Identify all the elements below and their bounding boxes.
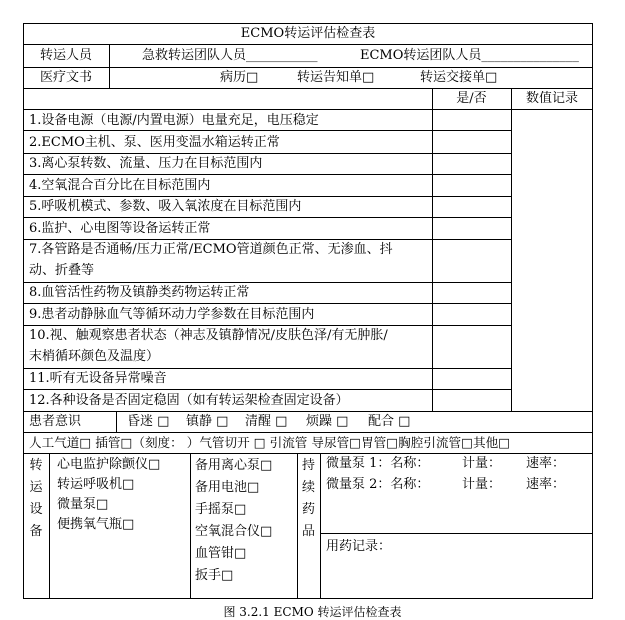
checklist-item: 1.设备电源（电源/内置电源）电量充足，电压稳定	[29, 113, 319, 128]
checklist-item: 5.呼吸机模式、参数、吸入氧浓度在目标范围内	[29, 199, 302, 214]
checklist-item-cont: 动、折叠等	[29, 263, 95, 278]
value-record-header: 数值记录	[525, 91, 578, 106]
checklist-item-cont: 末梢循环颜色及温度）	[29, 349, 160, 364]
equipment-item[interactable]: 转运呼吸机□	[57, 477, 135, 492]
pump2-name[interactable]: 微量泵 2：名称：	[326, 477, 430, 492]
checklist-item: 11.听有无设备异常噪音	[29, 371, 167, 386]
medical-docs-label: 医疗文书	[39, 70, 92, 85]
yes-no-header: 是/否	[456, 91, 487, 106]
checklist-item: 9.患者动静脉血气等循环动力学参数在目标范围内	[29, 307, 315, 322]
tubes-line[interactable]: 人工气道□ 插管□（刻度： ）气管切开 □ 引流管 导尿管□胃管□胸腔引流管□其他□	[29, 435, 511, 450]
equipment-item[interactable]: 空氧混合仪□	[195, 524, 273, 539]
pump1-rate[interactable]: 速率：	[526, 456, 566, 471]
consciousness-awake-checkbox[interactable]: 清醒 □	[245, 414, 288, 429]
transfer-staff-label: 转运人员	[39, 48, 92, 63]
equipment-item[interactable]: 便携氧气瓶□	[57, 517, 135, 532]
pump2-qty[interactable]: 计量：	[462, 477, 502, 492]
consciousness-coma-checkbox[interactable]: 昏迷 □	[127, 414, 170, 429]
checklist-item: 10.视、触观察患者状态（神志及镇静情况/皮肤色泽/有无肿胀/	[29, 328, 388, 343]
equipment-item[interactable]: 微量泵□	[57, 497, 109, 512]
equipment-label: 转 运 设 备	[29, 458, 43, 539]
equipment-item[interactable]: 备用电池□	[195, 480, 260, 495]
equipment-item[interactable]: 血管钳□	[195, 546, 247, 561]
equipment-item[interactable]: 扳手□	[195, 568, 234, 583]
pump1-name[interactable]: 微量泵 1：名称：	[326, 456, 430, 471]
ecmo-team-field[interactable]: ECMO转运团队人员_______________	[360, 48, 579, 63]
checklist-item: 8.血管活性药物及镇静类药物运转正常	[29, 285, 250, 300]
doc-medical-record-checkbox[interactable]: 病历□	[220, 70, 259, 85]
doc-transfer-notice-checkbox[interactable]: 转运告知单□	[297, 70, 375, 85]
equipment-item[interactable]: 手摇泵□	[195, 502, 247, 517]
emergency-team-field[interactable]: 急救转运团队人员___________	[142, 48, 318, 63]
drug-record-label[interactable]: 用药记录：	[326, 539, 392, 554]
table-title: ECMO转运评估检查表	[240, 26, 376, 41]
equipment-item[interactable]: 备用离心泵□	[195, 458, 273, 473]
pump1-qty[interactable]: 计量：	[462, 456, 502, 471]
figure-caption: 图 3.2.1 ECMO 转运评估检查表	[223, 605, 402, 619]
checklist-item: 6.监护、心电图等设备运转正常	[29, 221, 211, 236]
doc-handover-checkbox[interactable]: 转运交接单□	[420, 70, 498, 85]
consciousness-agitated-checkbox[interactable]: 烦躁 □	[306, 414, 349, 429]
checklist-item: 7.各管路是否通畅/压力正常/ECMO管道颜色正常、无渗血、抖	[29, 242, 393, 257]
checklist-item: 2.ECMO主机、泵、医用变温水箱运转正常	[29, 135, 280, 150]
drugs-label: 持 续 药 品	[301, 458, 315, 539]
equipment-list-1	[57, 455, 160, 535]
checklist-item: 3.离心泵转数、流量、压力在目标范围内	[29, 156, 263, 171]
equipment-item[interactable]: 心电监护除颤仪□	[57, 457, 161, 472]
equipment-list-2	[195, 455, 272, 587]
ecmo-checklist-table	[23, 23, 593, 599]
checklist-item: 4.空氧混合百分比在目标范围内	[29, 178, 211, 193]
consciousness-cooperative-checkbox[interactable]: 配合 □	[368, 414, 411, 429]
checklist-item: 12.各种设备是否固定稳固（如有转运架检查固定设备）	[29, 393, 349, 408]
consciousness-label: 患者意识	[29, 414, 82, 429]
consciousness-sedated-checkbox[interactable]: 镇静 □	[186, 414, 229, 429]
pump2-rate[interactable]: 速率：	[526, 477, 566, 492]
